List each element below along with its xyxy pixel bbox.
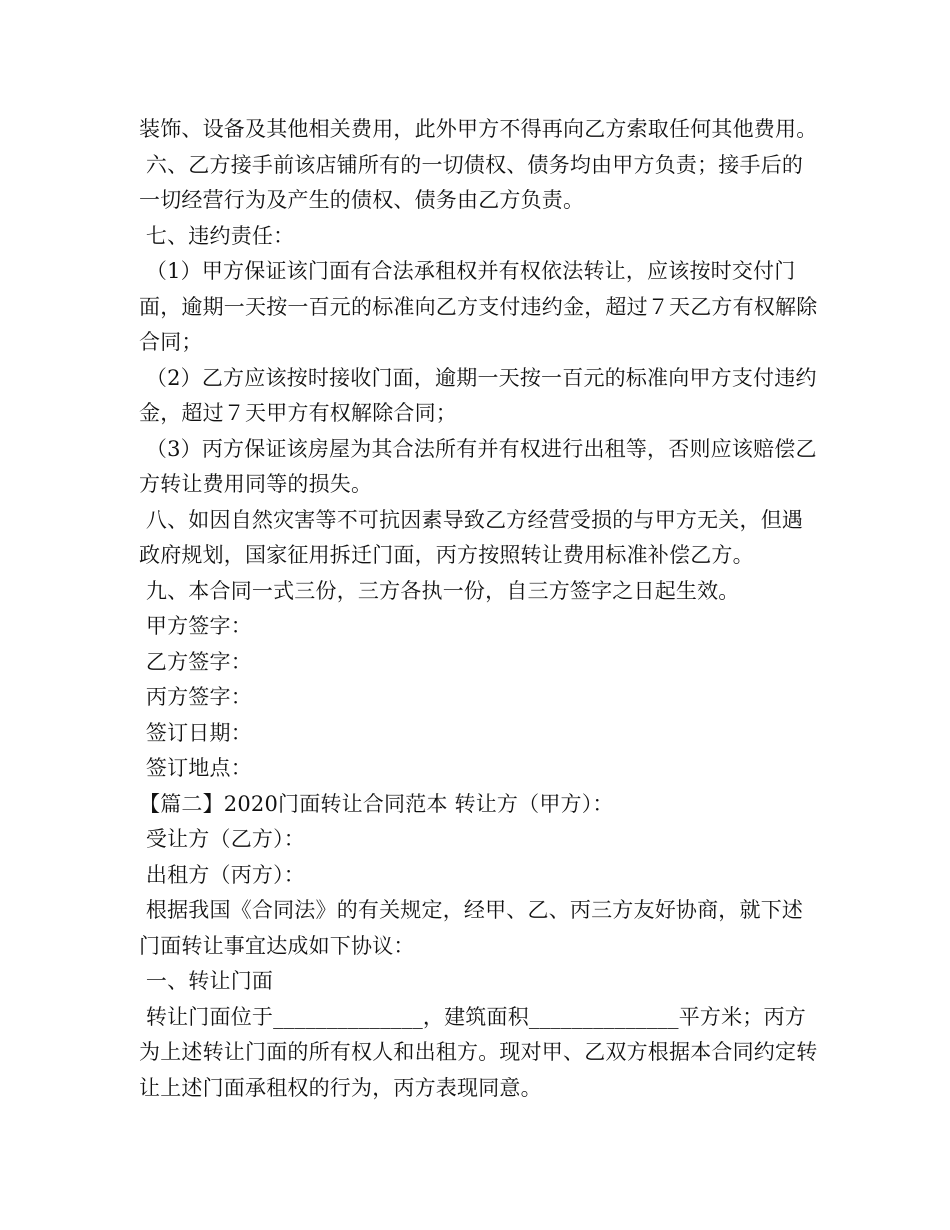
document-body (139, 112, 819, 1106)
paragraph-fee-continuation: 装饰、设备及其他相关费用，此外甲方不得再向乙方索取任何其他费用。 (139, 117, 818, 141)
signing-date: 签订日期： (139, 720, 252, 745)
article-1-heading: 一、转让门面 (139, 969, 274, 993)
paragraph-clause-9: 九、本合同一式三份，三方各执一份，自三方签字之日起生效。 (139, 578, 740, 603)
paragraph-clause-7-item-2: （2）乙方应该按时接收门面，逾期一天按一百元的标准向甲方支付违约金，超过７天甲方有权解除合同； (139, 365, 817, 425)
article-1-body: 转让门面位于______________，建筑面积______________平方米；丙方为上述转让门面的所有权人和出租方。现对甲、乙双方根据本合同约定转让上述门面承租权的行为，丙方表现同意。 (139, 1004, 818, 1100)
transferee-line: 受让方（乙方）： (139, 827, 305, 851)
paragraph-clause-7-heading: 七、违约责任： (139, 223, 295, 248)
paragraph-clause-8: 八、如因自然灾害等不可抗因素导致乙方经营受损的与甲方无关，但遇政府规划，国家征用拆迁门面，丙方按照转让费用标准补偿乙方。 (139, 507, 804, 567)
signature-party-a: 甲方签字： (139, 614, 252, 638)
signature-party-c: 丙方签字： (139, 685, 252, 709)
lessor-line: 出租方（丙方）： (139, 862, 305, 887)
paragraph-clause-7-item-3: （3）丙方保证该房屋为其合法所有并有权进行出租等，否则应该赔偿乙方转让费用同等的损失。 (139, 436, 817, 496)
signing-place: 签订地点： (139, 756, 252, 780)
agreement-intro: 根据我国《合同法》的有关规定，经甲、乙、丙三方友好协商，就下述门面转让事宜达成如下协议： (139, 898, 804, 958)
section-two-heading: 【篇二】2020门面转让合同范本 转让方（甲方）： (139, 791, 614, 816)
signature-party-b: 乙方签字： (139, 649, 252, 674)
paragraph-clause-6: 六、乙方接手前该店铺所有的一切债权、债务均由甲方负责；接手后的一切经营行为及产生的债权、债务由乙方负责。 (139, 152, 804, 212)
paragraph-clause-7-item-1: （1）甲方保证该门面有合法承租权并有权依法转让，应该按时交付门面，逾期一天按一百元的标准向乙方支付违约金，超过７天乙方有权解除合同； (139, 259, 818, 354)
